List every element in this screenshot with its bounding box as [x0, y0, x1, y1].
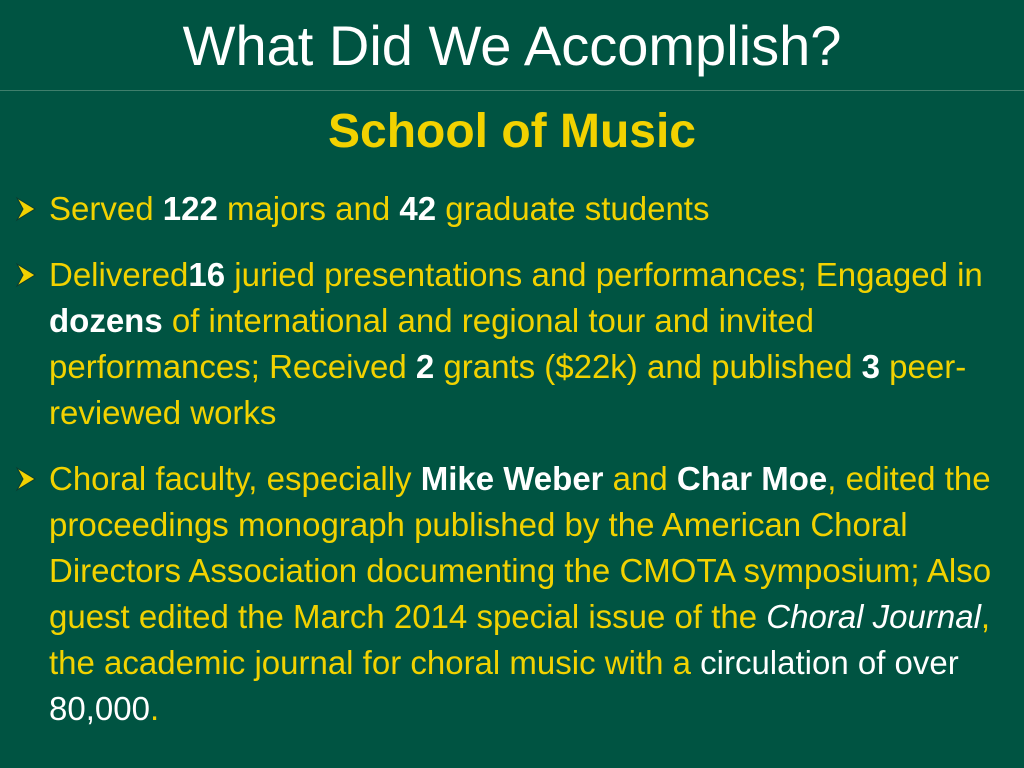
bullet-item-performances — [0, 252, 1024, 436]
slide-title: What Did We Accomplish? — [182, 14, 842, 77]
slide-subtitle: School of Music — [327, 105, 696, 158]
arrow-bullet-icon — [14, 196, 38, 222]
bullet-text: Delivered16 juried presentations and performances; Engaged in dozens of international and regional tour and invited performances; Received 2 grants ($22k) and published 3 peer-reviewed works — [49, 256, 983, 431]
bullet-text: Served 122 majors and 42 graduate students — [49, 190, 710, 227]
title-divider — [0, 90, 1024, 91]
arrow-bullet-icon — [14, 466, 38, 492]
bullet-item-majors — [0, 186, 1024, 232]
arrow-bullet-icon — [14, 262, 38, 288]
bullet-text: Choral faculty, especially Mike Weber and Char Moe, edited the proceedings monograph published by the American Choral Directors Association documenting the CMOTA symposium; Also guest edited the March 2014 special issue of the Choral Journal, the academic journal for choral music with a circulation of over 80,000. — [49, 460, 992, 727]
bullet-item-choral — [0, 456, 1024, 732]
bullet-list — [0, 186, 1024, 752]
